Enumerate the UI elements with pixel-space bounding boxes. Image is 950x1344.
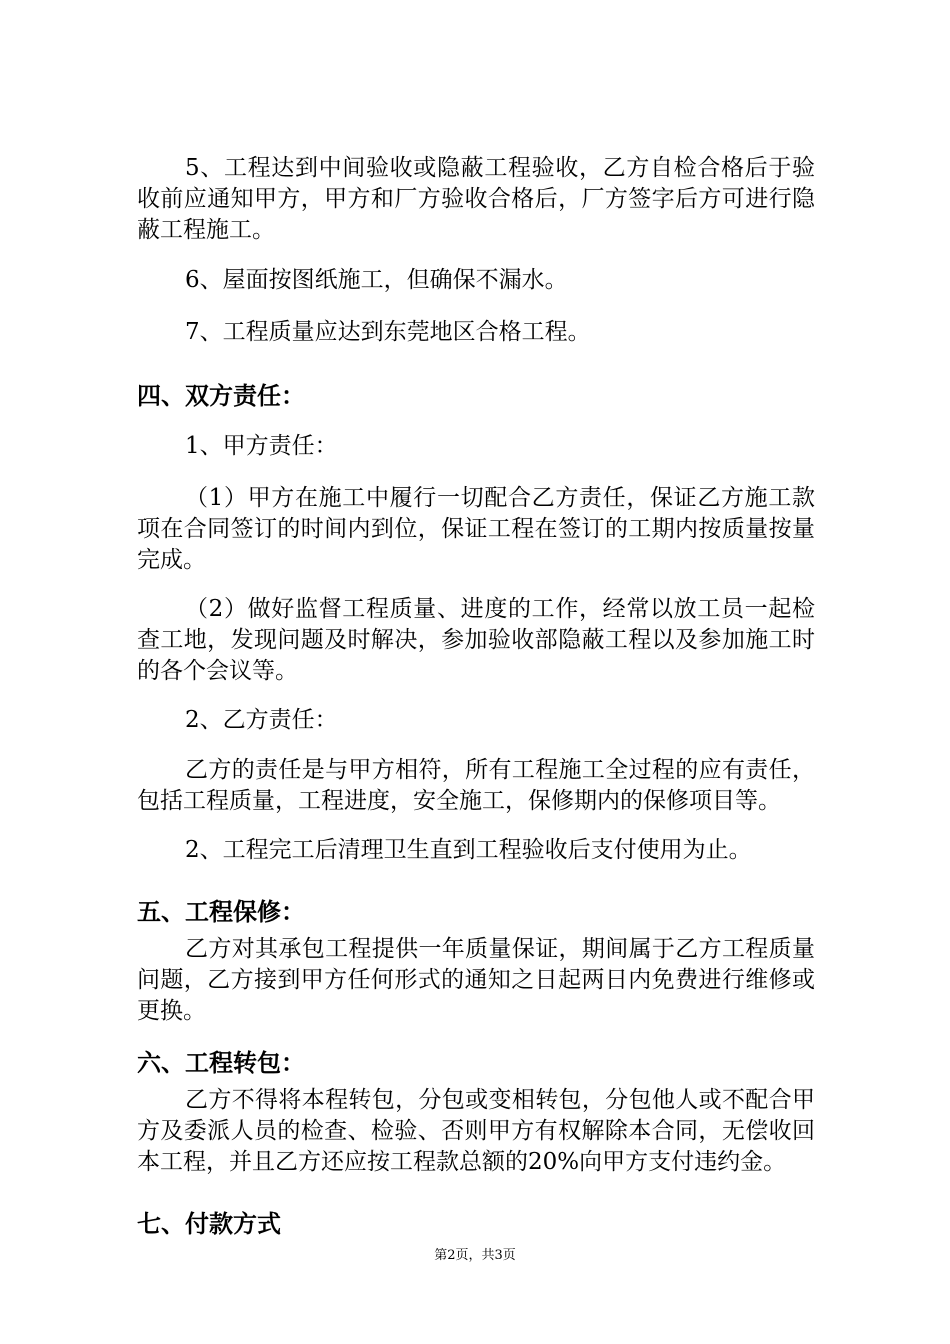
warranty-paragraph: 乙方对其承包工程提供一年质量保证，期间属于乙方工程质量问题，乙方接到甲方任何形式的通知之日起两日内免费进行维修或更换。 <box>137 936 815 1024</box>
party-b-responsibility-paragraph: 乙方的责任是与甲方相符，所有工程施工全过程的应有责任，包括工程质量，工程进度，安全施工，保修期内的保修项目等。 <box>137 757 815 814</box>
party-a-responsibility-title: 1、甲方责任： <box>185 433 338 459</box>
page-number-footer: 第2页，共3页 <box>434 1248 516 1263</box>
document-body <box>137 150 815 1240</box>
party-a-responsibility-item-2: （2）做好监督工程质量、进度的工作，经常以放工员一起检查工地，发现问题及时解决，参加验收部隐蔽工程以及参加施工时的各个会议等。 <box>137 596 815 684</box>
section-heading-4: 四、双方责任： <box>137 382 305 410</box>
party-b-responsibility-title: 2、乙方责任： <box>185 707 338 733</box>
cleanup-paragraph: 2、工程完工后清理卫生直到工程验收后支付使用为止。 <box>185 837 752 863</box>
section-heading-6: 六、工程转包： <box>137 1049 305 1077</box>
section-heading-7: 七、付款方式 <box>137 1210 281 1238</box>
subcontract-paragraph: 乙方不得将本程转包，分包或变相转包，分包他人或不配合甲方及委派人员的检查、检验、否则甲方有权解除本合同，无偿收回本工程，并且乙方还应按工程款总额的20%向甲方支付违约金。 <box>137 1087 815 1175</box>
clause-7-paragraph: 7、工程质量应达到东莞地区合格工程。 <box>185 319 591 345</box>
party-a-responsibility-item-1: （1）甲方在施工中履行一切配合乙方责任，保证乙方施工款项在合同签订的时间内到位，保证工程在签订的工期内按质量按量完成。 <box>137 485 815 573</box>
clause-6-paragraph: 6、屋面按图纸施工，但确保不漏水。 <box>185 267 568 293</box>
clause-5-paragraph: 5、工程达到中间验收或隐蔽工程验收，乙方自检合格后于验收前应通知甲方，甲方和厂方验收合格后，厂方签字后方可进行隐蔽工程施工。 <box>137 155 815 243</box>
section-heading-5: 五、工程保修： <box>137 898 305 926</box>
